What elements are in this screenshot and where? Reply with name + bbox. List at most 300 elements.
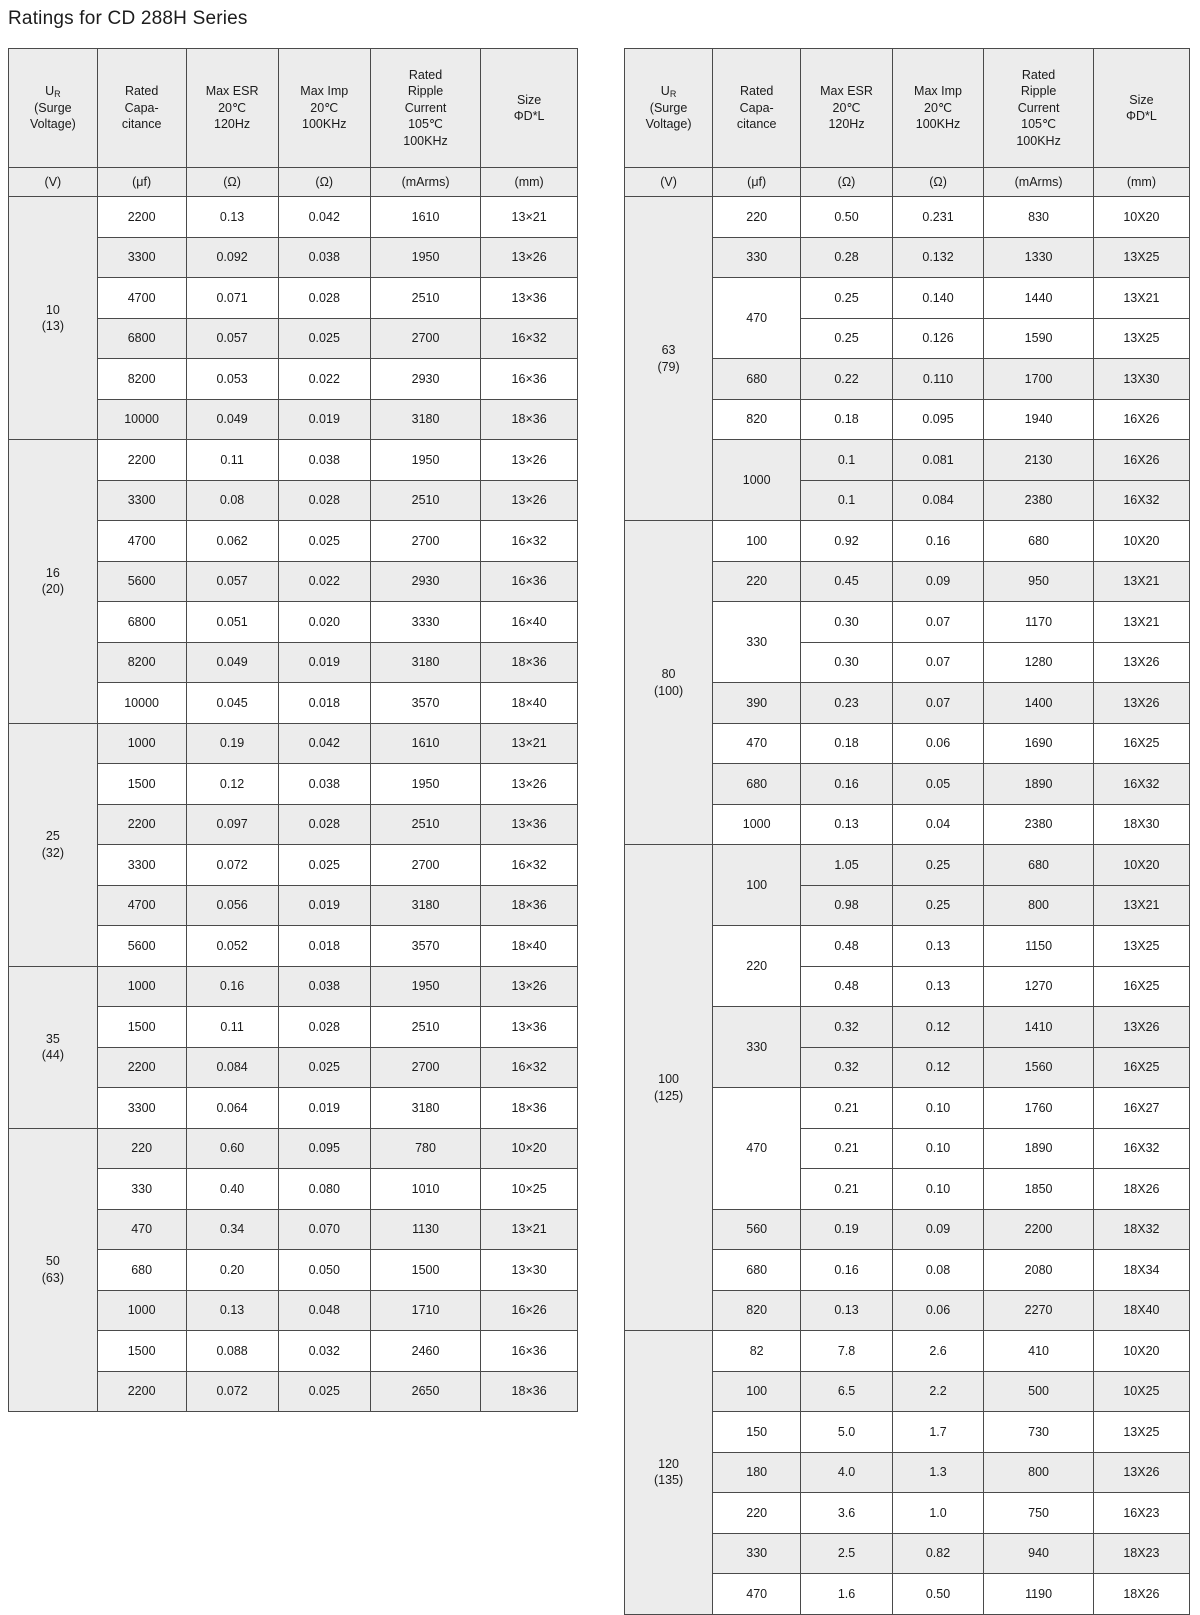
cell-ripple: 1440 bbox=[984, 278, 1094, 319]
cell-capacitance: 1500 bbox=[97, 1331, 186, 1372]
cell-imp: 0.110 bbox=[892, 359, 984, 400]
voltage-group-cell: 50 (63) bbox=[9, 1128, 98, 1412]
cell-esr: 4.0 bbox=[801, 1452, 893, 1493]
cell-imp: 0.07 bbox=[892, 683, 984, 724]
table-body bbox=[9, 197, 578, 1412]
cell-size: 18×36 bbox=[481, 1088, 578, 1129]
cell-imp: 0.10 bbox=[892, 1169, 984, 1210]
cell-imp: 0.05 bbox=[892, 764, 984, 805]
cell-imp: 0.019 bbox=[278, 885, 370, 926]
cell-esr: 0.049 bbox=[186, 642, 278, 683]
cell-ripple: 800 bbox=[984, 885, 1094, 926]
header-surge-voltage: $U_R$ (Surge Voltage) bbox=[625, 49, 713, 168]
cell-ripple: 1700 bbox=[984, 359, 1094, 400]
page-title: Ratings for CD 288H Series bbox=[8, 8, 248, 29]
cell-ripple: 780 bbox=[370, 1128, 480, 1169]
cell-esr: 3.6 bbox=[801, 1493, 893, 1534]
cell-capacitance: 6800 bbox=[97, 318, 186, 359]
cell-capacitance: 2200 bbox=[97, 1371, 186, 1412]
cell-esr: 0.92 bbox=[801, 521, 893, 562]
cell-capacitance: 1500 bbox=[97, 764, 186, 805]
cell-esr: 0.1 bbox=[801, 480, 893, 521]
cell-esr: 0.16 bbox=[801, 764, 893, 805]
cell-esr: 0.23 bbox=[801, 683, 893, 724]
header-rated-capacitance: Rated Capa- citance bbox=[97, 49, 186, 168]
cell-size: 16×32 bbox=[481, 1047, 578, 1088]
cell-ripple: 1500 bbox=[370, 1250, 480, 1291]
header-size: Size ΦD*L bbox=[481, 49, 578, 168]
cell-esr: 0.21 bbox=[801, 1169, 893, 1210]
cell-capacitance: 330 bbox=[713, 602, 801, 683]
cell-imp: 0.10 bbox=[892, 1088, 984, 1129]
cell-size: 10×25 bbox=[481, 1169, 578, 1210]
cell-imp: 0.025 bbox=[278, 318, 370, 359]
cell-imp: 0.018 bbox=[278, 926, 370, 967]
header-unit-4: (mArms) bbox=[370, 168, 480, 197]
cell-imp: 0.12 bbox=[892, 1007, 984, 1048]
cell-esr: 0.12 bbox=[186, 764, 278, 805]
cell-imp: 2.6 bbox=[892, 1331, 984, 1372]
cell-imp: 0.050 bbox=[278, 1250, 370, 1291]
cell-capacitance: 3300 bbox=[97, 845, 186, 886]
cell-esr: 0.08 bbox=[186, 480, 278, 521]
cell-ripple: 2930 bbox=[370, 561, 480, 602]
cell-ripple: 2700 bbox=[370, 1047, 480, 1088]
cell-esr: 0.28 bbox=[801, 237, 893, 278]
cell-esr: 0.21 bbox=[801, 1088, 893, 1129]
cell-size: 10X25 bbox=[1093, 1371, 1189, 1412]
ratings-tables bbox=[0, 48, 1200, 1615]
cell-imp: 0.028 bbox=[278, 480, 370, 521]
cell-size: 18×36 bbox=[481, 885, 578, 926]
cell-imp: 0.25 bbox=[892, 885, 984, 926]
header-rated-ripple-current: Rated Ripple Current 105℃ 100KHz bbox=[984, 49, 1094, 168]
cell-esr: 0.092 bbox=[186, 237, 278, 278]
cell-imp: 0.042 bbox=[278, 723, 370, 764]
cell-ripple: 2510 bbox=[370, 1007, 480, 1048]
cell-imp: 0.132 bbox=[892, 237, 984, 278]
cell-imp: 0.038 bbox=[278, 237, 370, 278]
header-unit-2: (Ω) bbox=[801, 168, 893, 197]
table-row bbox=[625, 845, 1190, 886]
cell-size: 13X25 bbox=[1093, 237, 1189, 278]
cell-imp: 0.06 bbox=[892, 1290, 984, 1331]
cell-capacitance: 100 bbox=[713, 521, 801, 562]
cell-esr: 0.19 bbox=[186, 723, 278, 764]
cell-imp: 0.025 bbox=[278, 1371, 370, 1412]
cell-size: 16×32 bbox=[481, 318, 578, 359]
table-row bbox=[9, 1128, 578, 1169]
cell-imp: 0.048 bbox=[278, 1290, 370, 1331]
cell-ripple: 1610 bbox=[370, 197, 480, 238]
cell-size: 18X30 bbox=[1093, 804, 1189, 845]
cell-size: 13X30 bbox=[1093, 359, 1189, 400]
left-table-container bbox=[0, 48, 600, 1615]
cell-ripple: 2700 bbox=[370, 845, 480, 886]
cell-ripple: 2510 bbox=[370, 278, 480, 319]
cell-size: 16X25 bbox=[1093, 723, 1189, 764]
cell-size: 13X26 bbox=[1093, 1007, 1189, 1048]
cell-imp: 0.140 bbox=[892, 278, 984, 319]
cell-imp: 0.12 bbox=[892, 1047, 984, 1088]
cell-imp: 0.081 bbox=[892, 440, 984, 481]
cell-esr: 0.071 bbox=[186, 278, 278, 319]
cell-size: 18×40 bbox=[481, 926, 578, 967]
cell-ripple: 680 bbox=[984, 521, 1094, 562]
cell-size: 13X26 bbox=[1093, 1452, 1189, 1493]
cell-size: 13X25 bbox=[1093, 926, 1189, 967]
header-surge-voltage: $U_R$ (Surge Voltage) bbox=[9, 49, 98, 168]
cell-size: 13X21 bbox=[1093, 561, 1189, 602]
cell-capacitance: 1500 bbox=[97, 1007, 186, 1048]
cell-ripple: 1330 bbox=[984, 237, 1094, 278]
cell-size: 18×36 bbox=[481, 399, 578, 440]
cell-capacitance: 680 bbox=[97, 1250, 186, 1291]
cell-capacitance: 470 bbox=[713, 278, 801, 359]
cell-size: 16×36 bbox=[481, 359, 578, 400]
ratings-table-left bbox=[8, 48, 578, 1412]
cell-size: 13×30 bbox=[481, 1250, 578, 1291]
cell-size: 13×26 bbox=[481, 440, 578, 481]
cell-size: 18×36 bbox=[481, 1371, 578, 1412]
cell-size: 13X25 bbox=[1093, 318, 1189, 359]
cell-imp: 0.126 bbox=[892, 318, 984, 359]
cell-ripple: 1890 bbox=[984, 764, 1094, 805]
cell-esr: 0.50 bbox=[801, 197, 893, 238]
cell-ripple: 2270 bbox=[984, 1290, 1094, 1331]
right-table-container bbox=[600, 48, 1200, 1615]
cell-esr: 0.11 bbox=[186, 1007, 278, 1048]
cell-imp: 0.028 bbox=[278, 1007, 370, 1048]
cell-capacitance: 3300 bbox=[97, 1088, 186, 1129]
cell-esr: 0.13 bbox=[186, 197, 278, 238]
cell-esr: 0.057 bbox=[186, 561, 278, 602]
cell-esr: 0.32 bbox=[801, 1047, 893, 1088]
cell-capacitance: 680 bbox=[713, 359, 801, 400]
cell-size: 13×26 bbox=[481, 764, 578, 805]
cell-size: 18X34 bbox=[1093, 1250, 1189, 1291]
cell-ripple: 1400 bbox=[984, 683, 1094, 724]
voltage-group-cell: 10 (13) bbox=[9, 197, 98, 440]
cell-ripple: 1590 bbox=[984, 318, 1094, 359]
cell-esr: 0.18 bbox=[801, 399, 893, 440]
cell-esr: 6.5 bbox=[801, 1371, 893, 1412]
cell-size: 16X32 bbox=[1093, 1128, 1189, 1169]
cell-size: 16X27 bbox=[1093, 1088, 1189, 1129]
cell-capacitance: 680 bbox=[713, 1250, 801, 1291]
cell-ripple: 1690 bbox=[984, 723, 1094, 764]
cell-imp: 2.2 bbox=[892, 1371, 984, 1412]
cell-ripple: 1950 bbox=[370, 440, 480, 481]
cell-imp: 0.032 bbox=[278, 1331, 370, 1372]
cell-capacitance: 5600 bbox=[97, 926, 186, 967]
cell-ripple: 1950 bbox=[370, 764, 480, 805]
header-max-imp: Max Imp 20℃ 100KHz bbox=[892, 49, 984, 168]
cell-esr: 0.097 bbox=[186, 804, 278, 845]
cell-esr: 0.30 bbox=[801, 642, 893, 683]
cell-size: 16×36 bbox=[481, 1331, 578, 1372]
cell-imp: 0.019 bbox=[278, 399, 370, 440]
cell-ripple: 2460 bbox=[370, 1331, 480, 1372]
cell-capacitance: 3300 bbox=[97, 237, 186, 278]
cell-esr: 0.072 bbox=[186, 845, 278, 886]
cell-ripple: 1280 bbox=[984, 642, 1094, 683]
header-unit-3: (Ω) bbox=[278, 168, 370, 197]
cell-esr: 0.084 bbox=[186, 1047, 278, 1088]
cell-capacitance: 220 bbox=[97, 1128, 186, 1169]
cell-ripple: 1150 bbox=[984, 926, 1094, 967]
cell-size: 13X25 bbox=[1093, 1412, 1189, 1453]
cell-esr: 0.11 bbox=[186, 440, 278, 481]
cell-capacitance: 470 bbox=[713, 1574, 801, 1615]
cell-capacitance: 330 bbox=[713, 1007, 801, 1088]
ratings-table-right bbox=[624, 48, 1190, 1615]
cell-capacitance: 180 bbox=[713, 1452, 801, 1493]
header-unit-5: (mm) bbox=[481, 168, 578, 197]
cell-capacitance: 10000 bbox=[97, 399, 186, 440]
cell-capacitance: 470 bbox=[97, 1209, 186, 1250]
cell-capacitance: 82 bbox=[713, 1331, 801, 1372]
cell-imp: 1.3 bbox=[892, 1452, 984, 1493]
cell-esr: 0.30 bbox=[801, 602, 893, 643]
table-row bbox=[625, 197, 1190, 238]
cell-imp: 0.028 bbox=[278, 278, 370, 319]
cell-esr: 0.98 bbox=[801, 885, 893, 926]
cell-capacitance: 820 bbox=[713, 1290, 801, 1331]
cell-ripple: 1130 bbox=[370, 1209, 480, 1250]
cell-imp: 0.50 bbox=[892, 1574, 984, 1615]
cell-size: 13X21 bbox=[1093, 278, 1189, 319]
cell-capacitance: 220 bbox=[713, 197, 801, 238]
cell-imp: 0.020 bbox=[278, 602, 370, 643]
cell-size: 13×21 bbox=[481, 723, 578, 764]
cell-imp: 1.7 bbox=[892, 1412, 984, 1453]
cell-ripple: 3570 bbox=[370, 683, 480, 724]
cell-size: 16X23 bbox=[1093, 1493, 1189, 1534]
cell-capacitance: 330 bbox=[713, 1533, 801, 1574]
table-header bbox=[9, 49, 578, 197]
cell-size: 16X32 bbox=[1093, 480, 1189, 521]
table-row bbox=[9, 723, 578, 764]
cell-esr: 0.48 bbox=[801, 966, 893, 1007]
cell-size: 10×20 bbox=[481, 1128, 578, 1169]
cell-ripple: 940 bbox=[984, 1533, 1094, 1574]
cell-imp: 0.022 bbox=[278, 561, 370, 602]
cell-capacitance: 100 bbox=[713, 845, 801, 926]
cell-ripple: 3180 bbox=[370, 399, 480, 440]
header-unit-1: (μf) bbox=[97, 168, 186, 197]
cell-ripple: 3180 bbox=[370, 642, 480, 683]
cell-size: 18X26 bbox=[1093, 1574, 1189, 1615]
cell-imp: 0.16 bbox=[892, 521, 984, 562]
cell-capacitance: 8200 bbox=[97, 359, 186, 400]
cell-size: 13×26 bbox=[481, 237, 578, 278]
cell-capacitance: 4700 bbox=[97, 278, 186, 319]
cell-ripple: 2130 bbox=[984, 440, 1094, 481]
cell-imp: 0.07 bbox=[892, 642, 984, 683]
cell-size: 16×32 bbox=[481, 845, 578, 886]
cell-ripple: 950 bbox=[984, 561, 1094, 602]
header-max-esr: Max ESR 20℃ 120Hz bbox=[801, 49, 893, 168]
cell-esr: 0.25 bbox=[801, 318, 893, 359]
cell-capacitance: 220 bbox=[713, 1493, 801, 1534]
table-row bbox=[9, 197, 578, 238]
table-header bbox=[625, 49, 1190, 197]
cell-esr: 0.053 bbox=[186, 359, 278, 400]
cell-ripple: 2380 bbox=[984, 804, 1094, 845]
cell-esr: 0.25 bbox=[801, 278, 893, 319]
cell-imp: 0.070 bbox=[278, 1209, 370, 1250]
cell-ripple: 500 bbox=[984, 1371, 1094, 1412]
cell-esr: 0.13 bbox=[186, 1290, 278, 1331]
cell-ripple: 730 bbox=[984, 1412, 1094, 1453]
cell-imp: 0.82 bbox=[892, 1533, 984, 1574]
cell-esr: 0.088 bbox=[186, 1331, 278, 1372]
cell-imp: 0.095 bbox=[892, 399, 984, 440]
cell-size: 18X26 bbox=[1093, 1169, 1189, 1210]
cell-ripple: 3330 bbox=[370, 602, 480, 643]
cell-size: 16×36 bbox=[481, 561, 578, 602]
cell-ripple: 1560 bbox=[984, 1047, 1094, 1088]
cell-imp: 0.025 bbox=[278, 1047, 370, 1088]
cell-imp: 0.025 bbox=[278, 521, 370, 562]
cell-imp: 0.10 bbox=[892, 1128, 984, 1169]
cell-imp: 0.06 bbox=[892, 723, 984, 764]
cell-capacitance: 100 bbox=[713, 1371, 801, 1412]
cell-ripple: 750 bbox=[984, 1493, 1094, 1534]
cell-size: 18×36 bbox=[481, 642, 578, 683]
cell-size: 18×40 bbox=[481, 683, 578, 724]
cell-imp: 0.09 bbox=[892, 561, 984, 602]
cell-capacitance: 470 bbox=[713, 1088, 801, 1210]
cell-size: 13X26 bbox=[1093, 642, 1189, 683]
cell-size: 16X32 bbox=[1093, 764, 1189, 805]
cell-size: 18X32 bbox=[1093, 1209, 1189, 1250]
cell-size: 16X26 bbox=[1093, 399, 1189, 440]
voltage-group-cell: 100 (125) bbox=[625, 845, 713, 1331]
cell-capacitance: 2200 bbox=[97, 804, 186, 845]
cell-ripple: 410 bbox=[984, 1331, 1094, 1372]
cell-esr: 0.064 bbox=[186, 1088, 278, 1129]
cell-capacitance: 330 bbox=[97, 1169, 186, 1210]
cell-size: 16X25 bbox=[1093, 1047, 1189, 1088]
cell-size: 13×26 bbox=[481, 480, 578, 521]
cell-ripple: 1760 bbox=[984, 1088, 1094, 1129]
cell-capacitance: 2200 bbox=[97, 197, 186, 238]
cell-esr: 5.0 bbox=[801, 1412, 893, 1453]
cell-size: 16×40 bbox=[481, 602, 578, 643]
cell-ripple: 1610 bbox=[370, 723, 480, 764]
cell-imp: 0.231 bbox=[892, 197, 984, 238]
cell-esr: 0.062 bbox=[186, 521, 278, 562]
cell-ripple: 1270 bbox=[984, 966, 1094, 1007]
cell-esr: 0.40 bbox=[186, 1169, 278, 1210]
table-body bbox=[625, 197, 1190, 1615]
voltage-group-cell: 63 (79) bbox=[625, 197, 713, 521]
header-unit-2: (Ω) bbox=[186, 168, 278, 197]
cell-capacitance: 1000 bbox=[713, 804, 801, 845]
cell-capacitance: 330 bbox=[713, 237, 801, 278]
table-row bbox=[625, 521, 1190, 562]
cell-size: 13X21 bbox=[1093, 885, 1189, 926]
cell-esr: 0.16 bbox=[186, 966, 278, 1007]
cell-size: 13×21 bbox=[481, 1209, 578, 1250]
cell-ripple: 1170 bbox=[984, 602, 1094, 643]
cell-size: 16X26 bbox=[1093, 440, 1189, 481]
cell-capacitance: 1000 bbox=[97, 723, 186, 764]
cell-esr: 0.32 bbox=[801, 1007, 893, 1048]
cell-esr: 2.5 bbox=[801, 1533, 893, 1574]
cell-size: 13X21 bbox=[1093, 602, 1189, 643]
cell-ripple: 1950 bbox=[370, 237, 480, 278]
cell-imp: 0.080 bbox=[278, 1169, 370, 1210]
cell-imp: 0.09 bbox=[892, 1209, 984, 1250]
table-row bbox=[625, 1331, 1190, 1372]
cell-esr: 7.8 bbox=[801, 1331, 893, 1372]
header-unit-0: (V) bbox=[9, 168, 98, 197]
cell-capacitance: 2200 bbox=[97, 440, 186, 481]
cell-ripple: 3180 bbox=[370, 885, 480, 926]
cell-esr: 1.6 bbox=[801, 1574, 893, 1615]
cell-esr: 0.18 bbox=[801, 723, 893, 764]
cell-ripple: 2380 bbox=[984, 480, 1094, 521]
cell-esr: 0.22 bbox=[801, 359, 893, 400]
cell-esr: 0.051 bbox=[186, 602, 278, 643]
cell-ripple: 1190 bbox=[984, 1574, 1094, 1615]
cell-esr: 0.045 bbox=[186, 683, 278, 724]
cell-ripple: 1710 bbox=[370, 1290, 480, 1331]
cell-capacitance: 1000 bbox=[713, 440, 801, 521]
cell-ripple: 2930 bbox=[370, 359, 480, 400]
cell-esr: 0.21 bbox=[801, 1128, 893, 1169]
cell-imp: 0.095 bbox=[278, 1128, 370, 1169]
cell-ripple: 2510 bbox=[370, 804, 480, 845]
cell-capacitance: 1000 bbox=[97, 966, 186, 1007]
cell-imp: 0.028 bbox=[278, 804, 370, 845]
cell-capacitance: 560 bbox=[713, 1209, 801, 1250]
cell-ripple: 3180 bbox=[370, 1088, 480, 1129]
cell-size: 13×36 bbox=[481, 1007, 578, 1048]
header-unit-0: (V) bbox=[625, 168, 713, 197]
cell-ripple: 800 bbox=[984, 1452, 1094, 1493]
cell-ripple: 680 bbox=[984, 845, 1094, 886]
cell-esr: 0.056 bbox=[186, 885, 278, 926]
cell-ripple: 1850 bbox=[984, 1169, 1094, 1210]
voltage-group-cell: 35 (44) bbox=[9, 966, 98, 1128]
cell-capacitance: 150 bbox=[713, 1412, 801, 1453]
cell-capacitance: 2200 bbox=[97, 1047, 186, 1088]
cell-size: 16X25 bbox=[1093, 966, 1189, 1007]
header-unit-1: (μf) bbox=[713, 168, 801, 197]
cell-ripple: 1890 bbox=[984, 1128, 1094, 1169]
header-size: Size ΦD*L bbox=[1093, 49, 1189, 168]
cell-ripple: 2700 bbox=[370, 521, 480, 562]
cell-imp: 0.25 bbox=[892, 845, 984, 886]
header-max-imp: Max Imp 20℃ 100KHz bbox=[278, 49, 370, 168]
cell-esr: 0.20 bbox=[186, 1250, 278, 1291]
cell-imp: 0.018 bbox=[278, 683, 370, 724]
cell-esr: 0.60 bbox=[186, 1128, 278, 1169]
cell-imp: 0.08 bbox=[892, 1250, 984, 1291]
cell-capacitance: 820 bbox=[713, 399, 801, 440]
cell-imp: 0.07 bbox=[892, 602, 984, 643]
cell-size: 13X26 bbox=[1093, 683, 1189, 724]
cell-ripple: 1940 bbox=[984, 399, 1094, 440]
cell-imp: 0.084 bbox=[892, 480, 984, 521]
cell-imp: 0.13 bbox=[892, 966, 984, 1007]
cell-imp: 0.038 bbox=[278, 764, 370, 805]
cell-esr: 0.052 bbox=[186, 926, 278, 967]
